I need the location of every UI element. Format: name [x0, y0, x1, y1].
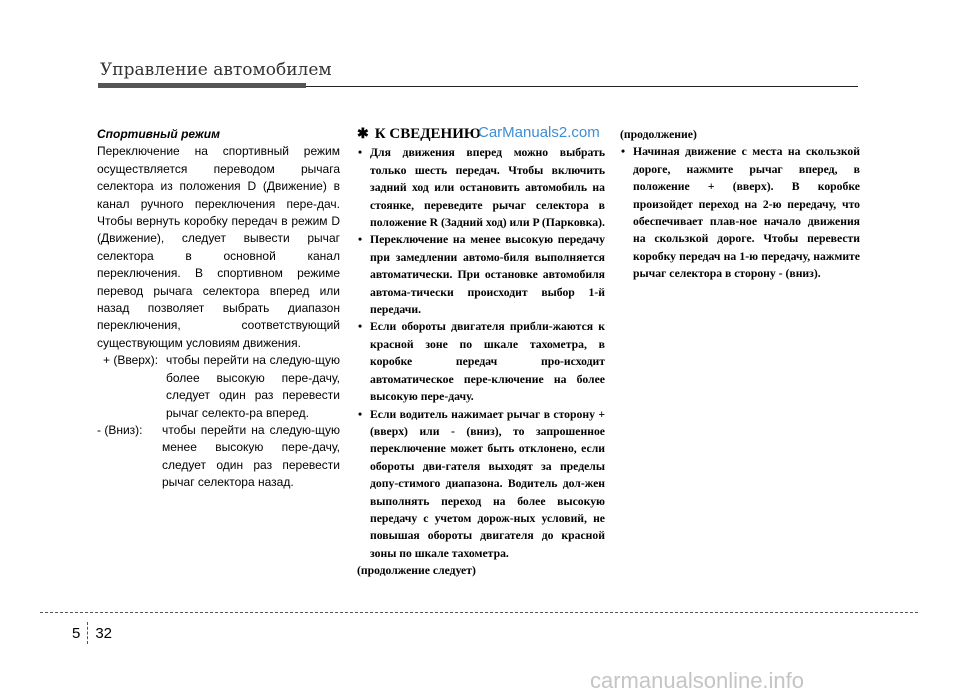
def-key-down: - (Вниз): — [97, 422, 143, 437]
info-title-text: К СВЕДЕНИЮ — [374, 126, 481, 142]
info-bullet-list — [357, 144, 605, 562]
page-number-value: 32 — [95, 624, 113, 642]
sport-mode-paragraph: Переключение на спортивный режим осуществляется переводом рычага селектора из положения D (Движение) в канал ручного переключения пере-дач. Чтобы вернуть коробку передач в режим D (Движение), следует вывести рычаг селектора в основной канал переключения. В спортивном режиме перевод рычага селектора вперед или назад позволяет выбрать диапазон переключения, соответствующий существующим условиям движения. — [97, 144, 340, 350]
def-value-up: чтобы перейти на следую-щую более высокую пере-дачу, следует один раз перевести рычаг селекто-ра вперед. — [166, 353, 340, 420]
column-left — [97, 126, 340, 492]
header-rule-thin — [306, 86, 858, 87]
watermark-carmanualsonline: carmanualsonline.info — [590, 668, 805, 693]
continued-note: (продолжение следует) — [357, 564, 476, 578]
watermark-carmanuals2: CarManuals2.com — [478, 124, 600, 141]
section-number: 5 — [72, 624, 81, 642]
def-row-up — [97, 352, 340, 422]
info-bullet-2: • Переключение на менее высокую передачу при замедлении автомо-биля выполняется автоматически. При остановке автомобиля автома-тически происходит выбор 1-й передачи. — [357, 231, 605, 318]
info-bullet-4: • Если водитель нажимает рычаг в сторону + (вверх) или - (вниз), то запрошенное переключение может быть отклонено, если обороты дви-гателя выходят за пределы допу-стимого диапазона. Водитель дол-жен выполнять переход на более высокую передачу с учетом дорож-ных условий, не повышая обороты двигателя до красной зоны по шкале тахометра. — [357, 406, 605, 563]
def-value-down: чтобы перейти на следую-щую менее высокую пере-дачу, следует один раз перевести рычаг селектора назад. — [162, 422, 340, 490]
column-right — [620, 126, 860, 283]
column-middle — [357, 126, 605, 580]
header-rule-thick — [98, 83, 306, 88]
asterisk-icon: ✱ — [357, 127, 369, 142]
def-row-down — [97, 422, 340, 492]
footer-dashed-rule — [40, 612, 918, 613]
def-key-up: + (Вверх): — [103, 353, 159, 368]
continuation-label: (продолжение) — [620, 128, 697, 141]
page-number-separator — [87, 622, 88, 644]
info-bullet-1: • Для движения вперед можно выбрать только шесть передач. Чтобы включить задний ход или остановить автомобиль на стоянке, переведите рычаг селектора в положение R (Задний ход) или P (Парковка). — [357, 144, 605, 231]
info-bullet-3: • Если обороты двигателя прибли-жаются к красной зоне по шкале тахометра, в коробке передач про-исходит автоматическое пере-ключение на более высокую пере-дачу. — [357, 318, 605, 405]
page-number — [72, 622, 112, 644]
continuation-bullet-1: • Начиная движение с места на скользкой дороге, нажмите рычаг вперед, в положение + (вверх). В коробке произойдет переход на 2-ю передачу, что обеспечивает плав-ное начало движения на скользкой дороге. Чтобы перевести коробку передач на 1-ю передачу, нажмите рычаг селектора в сторону - (вниз). — [620, 143, 860, 282]
sport-mode-subheading: Спортивный режим — [97, 127, 220, 141]
continuation-bullet-list — [620, 143, 860, 282]
page-header-title: Управление автомобилем — [100, 60, 332, 80]
